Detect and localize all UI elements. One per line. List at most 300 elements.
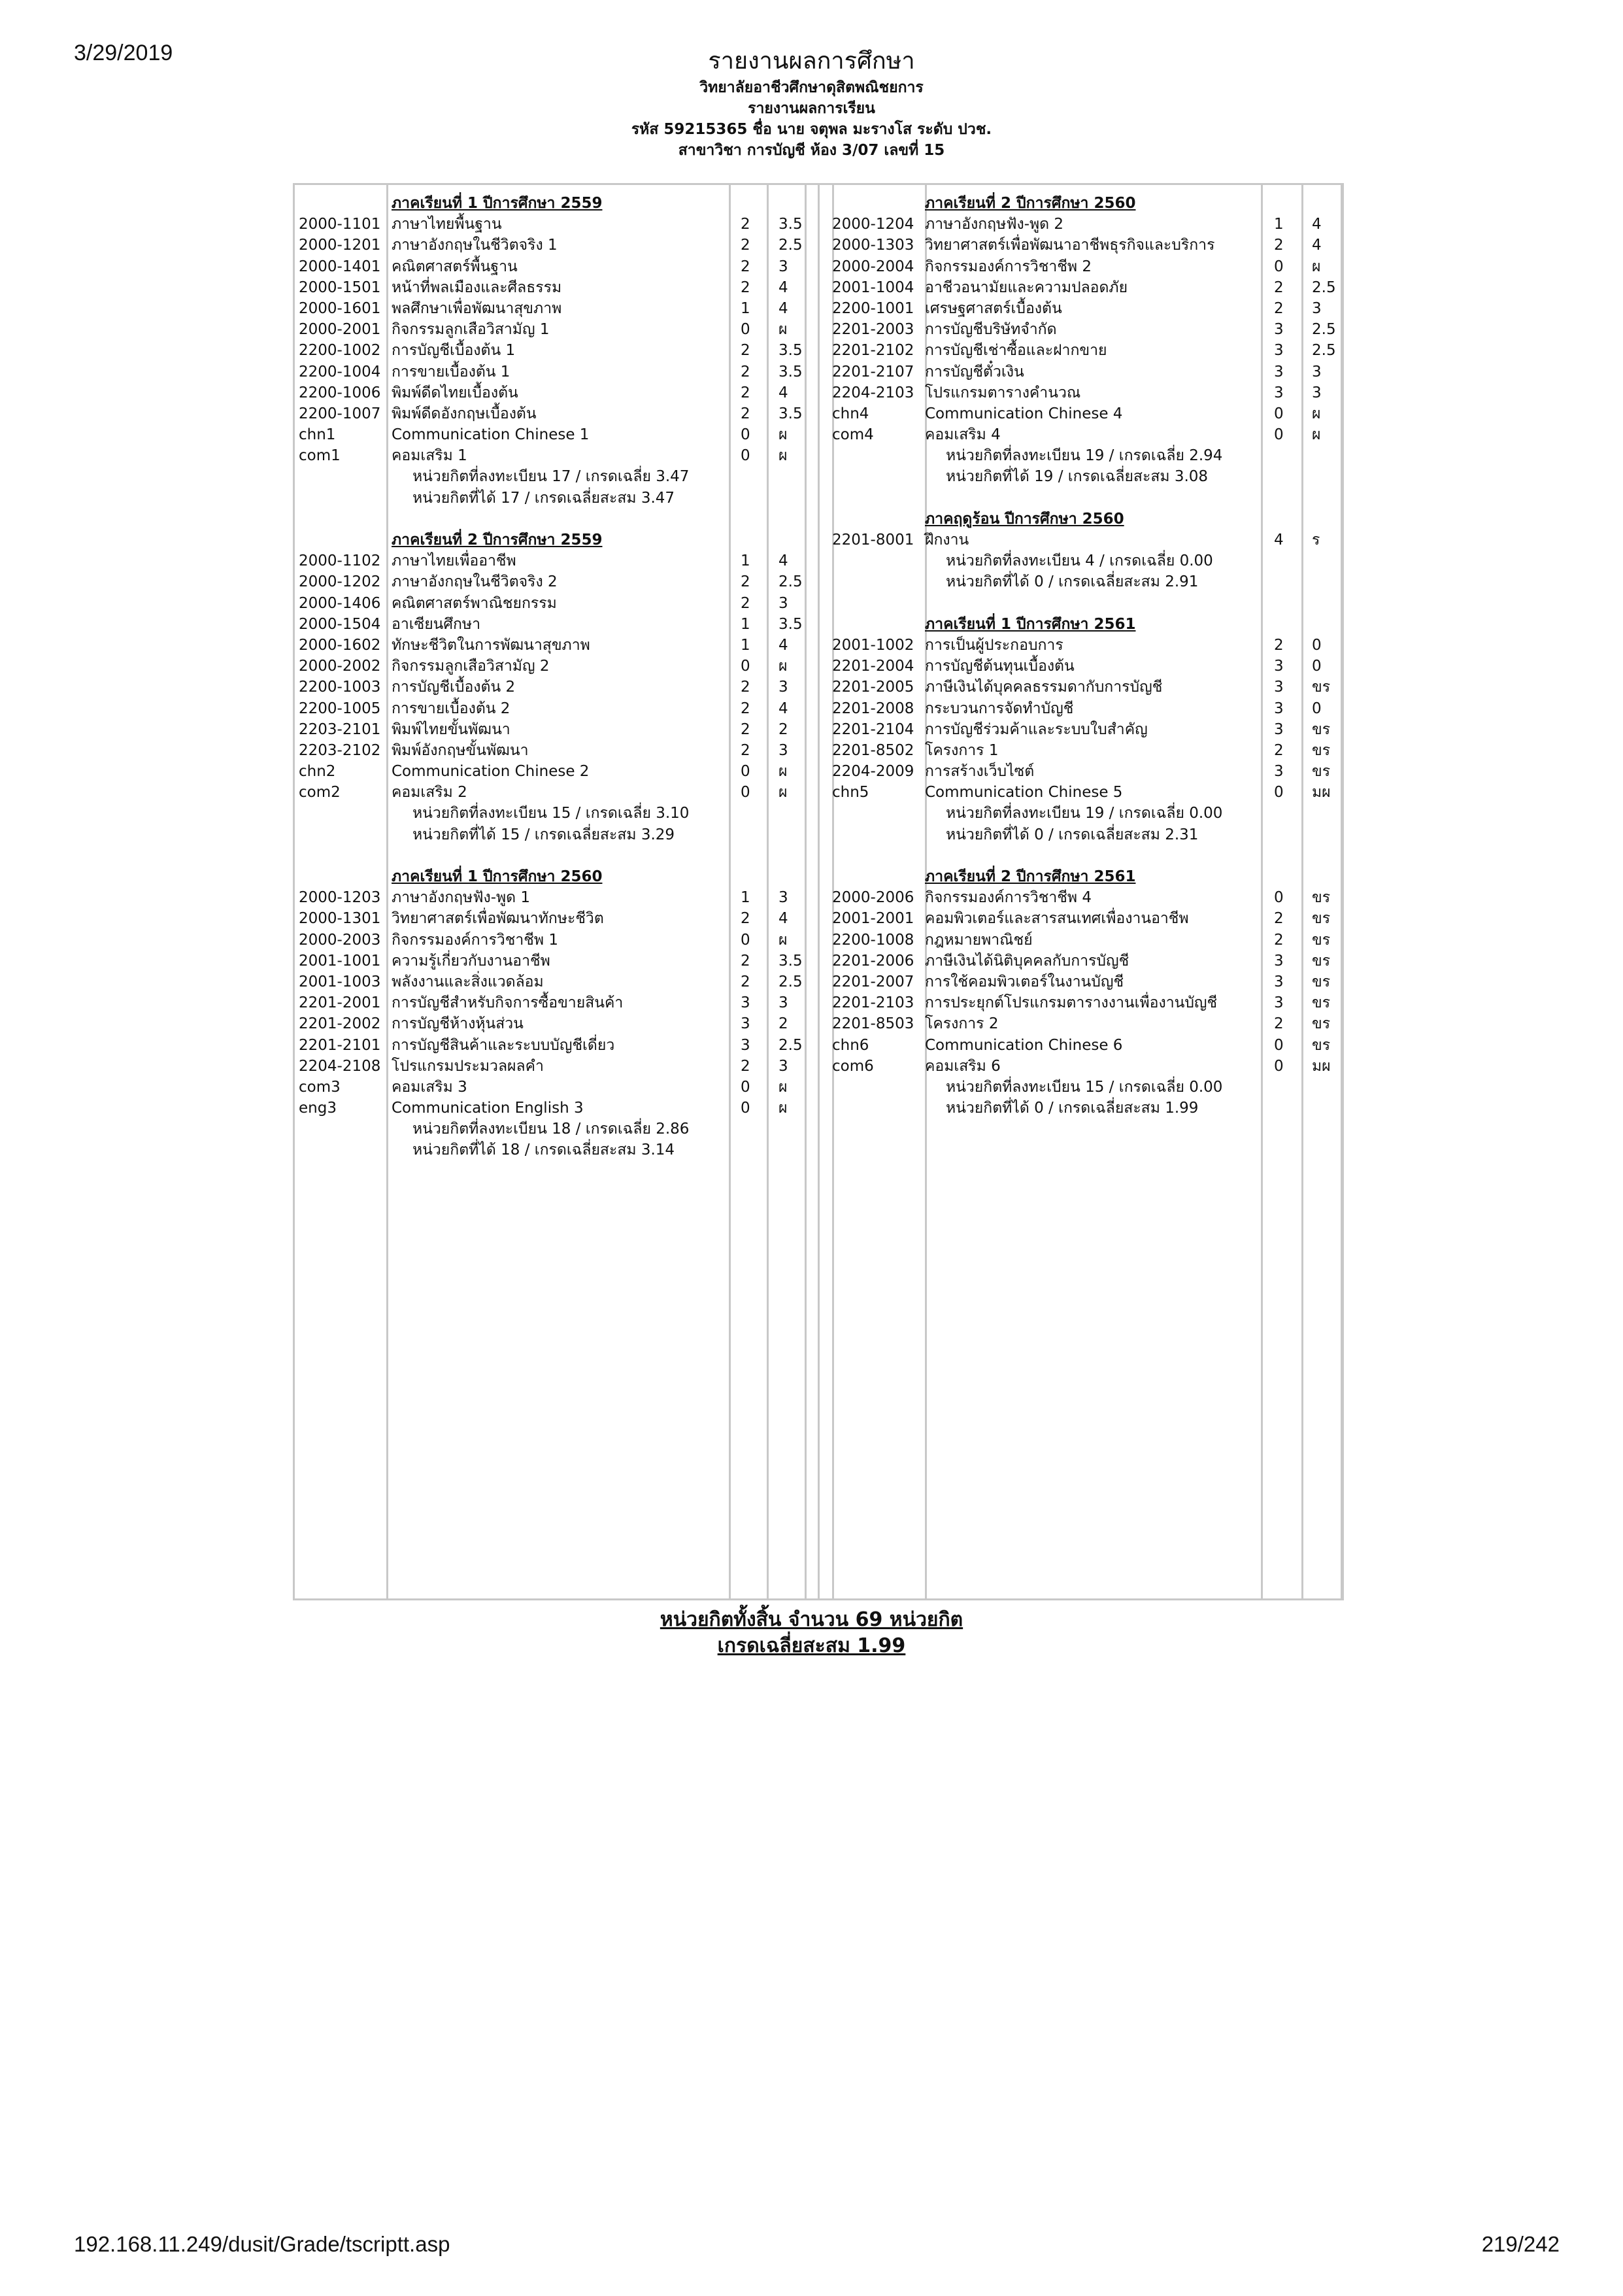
course-code: 2001-1003 bbox=[299, 973, 381, 990]
course-row bbox=[295, 256, 818, 277]
course-row bbox=[295, 1098, 818, 1119]
semester-summary-row bbox=[828, 803, 1345, 824]
course-name: กิจกรรมลูกเสือวิสามัญ 1 bbox=[392, 321, 550, 339]
course-grade: 4 bbox=[778, 552, 788, 570]
course-name: กิจกรรมองค์การวิชาชีพ 4 bbox=[925, 889, 1092, 907]
course-credit: 3 bbox=[741, 994, 750, 1012]
course-name: โครงการ 2 bbox=[925, 1015, 999, 1033]
course-name: คณิตศาสตร์พาณิชยกรรม bbox=[392, 594, 557, 612]
semester-title: ภาคฤดูร้อน ปีการศึกษา 2560 bbox=[925, 510, 1124, 528]
course-name: การบัญชีต้นทุนเบื้องต้น bbox=[925, 658, 1075, 675]
course-row bbox=[295, 887, 818, 908]
course-credit: 2 bbox=[741, 216, 750, 233]
course-name: คณิตศาสตร์พื้นฐาน bbox=[392, 258, 518, 275]
course-grade: 2.5 bbox=[778, 573, 803, 591]
course-grade: 3.5 bbox=[778, 405, 803, 422]
course-name: ภาษาอังกฤษในชีวิตจริง 2 bbox=[392, 573, 558, 591]
course-credit: 2 bbox=[741, 720, 750, 738]
course-grade: 3 bbox=[1312, 363, 1322, 380]
course-credit: 2 bbox=[1274, 931, 1284, 949]
course-grade: 2.5 bbox=[778, 1036, 803, 1054]
course-code: 2201-2101 bbox=[299, 1036, 381, 1054]
course-grade: ขร bbox=[1312, 994, 1331, 1012]
course-grade: ขร bbox=[1312, 973, 1331, 990]
semester-title: ภาคเรียนที่ 1 ปีการศึกษา 2560 bbox=[392, 868, 603, 885]
semester-summary: หน่วยกิตที่ได้ 15 / เกรดเฉลี่ยสะสม 3.29 bbox=[412, 826, 675, 843]
course-code: 2000-2004 bbox=[832, 258, 914, 275]
course-code: 2000-1101 bbox=[299, 216, 381, 233]
course-name: การบัญชีสินค้าและระบบบัญชีเดี่ยว bbox=[392, 1036, 615, 1054]
semester-summary: หน่วยกิตที่ลงทะเบียน 17 / เกรดเฉลี่ย 3.47 bbox=[412, 468, 690, 486]
course-name: การบัญชีเบื้องต้น 1 bbox=[392, 342, 516, 360]
course-code: 2201-2104 bbox=[832, 720, 914, 738]
course-grade: ขร bbox=[1312, 741, 1331, 759]
course-code: 2204-2009 bbox=[832, 763, 914, 781]
course-name: ฝึกงาน bbox=[925, 532, 969, 549]
course-grade: ผ bbox=[778, 931, 788, 949]
semester-summary-row bbox=[295, 1140, 818, 1160]
course-code: 2204-2108 bbox=[299, 1057, 381, 1075]
course-grade: ผ bbox=[778, 321, 788, 339]
course-row bbox=[828, 992, 1345, 1013]
course-credit: 1 bbox=[741, 299, 750, 317]
semester-summary: หน่วยกิตที่ลงทะเบียน 18 / เกรดเฉลี่ย 2.86 bbox=[412, 1121, 690, 1138]
course-credit: 3 bbox=[1274, 700, 1284, 717]
course-grade: ขร bbox=[1312, 1015, 1331, 1033]
course-grade: 3 bbox=[1312, 384, 1322, 401]
course-name: พลังงานและสิ่งแวดล้อม bbox=[392, 973, 544, 990]
course-name: Communication Chinese 4 bbox=[925, 405, 1123, 422]
course-code: com6 bbox=[832, 1057, 874, 1075]
semester-summary-row bbox=[295, 488, 818, 509]
semester-title-row bbox=[295, 866, 818, 887]
course-credit: 2 bbox=[741, 573, 750, 591]
course-code: 2201-2001 bbox=[299, 994, 381, 1012]
course-row bbox=[828, 719, 1345, 740]
cumulative-gpa: เกรดเฉลี่ยสะสม 1.99 bbox=[717, 1634, 906, 1657]
course-row bbox=[295, 571, 818, 592]
course-grade: ขร bbox=[1312, 763, 1331, 781]
course-row bbox=[828, 677, 1345, 698]
course-code: 2000-1602 bbox=[299, 636, 381, 654]
course-credit: 3 bbox=[1274, 952, 1284, 970]
course-row bbox=[828, 319, 1345, 340]
course-grade: ผ bbox=[778, 447, 788, 465]
course-grade: 3 bbox=[1312, 299, 1322, 317]
semester-title-row bbox=[828, 614, 1345, 635]
course-grade: 3 bbox=[778, 258, 788, 275]
course-row bbox=[295, 214, 818, 235]
course-code: 2001-2001 bbox=[832, 910, 914, 928]
course-code: 2000-1401 bbox=[299, 258, 381, 275]
course-row bbox=[828, 656, 1345, 677]
course-grade: มผ bbox=[1312, 784, 1331, 802]
course-row bbox=[295, 719, 818, 740]
course-row bbox=[295, 992, 818, 1013]
course-row bbox=[828, 971, 1345, 992]
course-grade: ผ bbox=[778, 784, 788, 802]
course-row bbox=[295, 593, 818, 614]
course-name: การเป็นผู้ประกอบการ bbox=[925, 636, 1063, 654]
course-row bbox=[295, 424, 818, 445]
course-name: การบัญชีเช่าซื้อและฝากขาย bbox=[925, 342, 1107, 360]
course-name: การบัญชีเบื้องต้น 2 bbox=[392, 679, 516, 696]
course-credit: 3 bbox=[1274, 363, 1284, 380]
course-row bbox=[295, 340, 818, 361]
course-name: ภาษาไทยเพื่ออาชีพ bbox=[392, 552, 516, 570]
course-row bbox=[295, 319, 818, 340]
course-name: Communication Chinese 1 bbox=[392, 426, 590, 444]
course-row bbox=[295, 782, 818, 803]
course-credit: 2 bbox=[741, 594, 750, 612]
course-name: เศรษฐศาสตร์เบื้องต้น bbox=[925, 299, 1062, 317]
course-credit: 2 bbox=[741, 258, 750, 275]
semester-summary-row bbox=[828, 445, 1345, 466]
course-name: ทักษะชีวิตในการพัฒนาสุขภาพ bbox=[392, 636, 590, 654]
course-row bbox=[828, 951, 1345, 971]
course-code: 2203-2102 bbox=[299, 741, 381, 759]
course-code: 2001-1004 bbox=[832, 279, 914, 296]
course-credit: 0 bbox=[1274, 784, 1284, 802]
student-info: รหัส 59215365 ชื่อ นาย จตุพล มะรางโส ระดับ ปวช. bbox=[631, 121, 992, 138]
course-credit: 0 bbox=[741, 426, 750, 444]
course-credit: 2 bbox=[741, 1057, 750, 1075]
course-name: การบัญชีบริษัทจำกัด bbox=[925, 321, 1057, 339]
course-name: การขายเบื้องต้น 2 bbox=[392, 700, 510, 717]
semester-summary-row bbox=[295, 803, 818, 824]
course-code: 2200-1006 bbox=[299, 384, 381, 401]
course-name: การประยุกต์โปรแกรมตารางงานเพื่องานบัญชี bbox=[925, 994, 1218, 1012]
course-name: ภาษาอังกฤษฟัง-พูด 1 bbox=[392, 889, 531, 907]
course-name: กิจกรรมองค์การวิชาชีพ 1 bbox=[392, 931, 558, 949]
course-name: ภาษาไทยพื้นฐาน bbox=[392, 216, 502, 233]
semester-title-row bbox=[828, 866, 1345, 887]
course-row bbox=[828, 256, 1345, 277]
course-grade: 2.5 bbox=[778, 973, 803, 990]
course-code: 2200-1005 bbox=[299, 700, 381, 717]
course-credit: 4 bbox=[1274, 532, 1284, 549]
course-row bbox=[295, 1056, 818, 1077]
course-name: พลศึกษาเพื่อพัฒนาสุขภาพ bbox=[392, 299, 562, 317]
course-credit: 3 bbox=[1274, 342, 1284, 360]
course-grade: 2.5 bbox=[1312, 342, 1336, 360]
course-row bbox=[295, 403, 818, 424]
course-name: ภาษีเงินได้บุคคลธรรมดากับการบัญชี bbox=[925, 679, 1163, 696]
course-grade: 2.5 bbox=[1312, 321, 1336, 339]
course-grade: 4 bbox=[1312, 237, 1322, 254]
course-row bbox=[295, 362, 818, 382]
course-name: คอมพิวเตอร์และสารสนเทศเพื่องานอาชีพ bbox=[925, 910, 1189, 928]
course-code: 2001-1001 bbox=[299, 952, 381, 970]
course-row bbox=[828, 235, 1345, 256]
course-code: 2201-2006 bbox=[832, 952, 914, 970]
course-grade: 3.5 bbox=[778, 363, 803, 380]
course-name: Communication Chinese 6 bbox=[925, 1036, 1123, 1054]
course-credit: 2 bbox=[1274, 741, 1284, 759]
course-grade: 3 bbox=[778, 889, 788, 907]
course-row bbox=[295, 1035, 818, 1056]
course-code: com4 bbox=[832, 426, 874, 444]
course-credit: 0 bbox=[741, 763, 750, 781]
semester-summary-row bbox=[828, 824, 1345, 845]
course-name: การบัญชีตั๋วเงิน bbox=[925, 363, 1024, 380]
course-row bbox=[828, 635, 1345, 656]
semester-summary: หน่วยกิตที่ลงทะเบียน 4 / เกรดเฉลี่ย 0.00 bbox=[946, 552, 1213, 570]
course-credit: 0 bbox=[741, 447, 750, 465]
course-row bbox=[828, 930, 1345, 951]
semester-title: ภาคเรียนที่ 2 ปีการศึกษา 2559 bbox=[392, 532, 603, 549]
course-grade: 0 bbox=[1312, 658, 1322, 675]
course-name: ภาษาอังกฤษฟัง-พูด 2 bbox=[925, 216, 1064, 233]
course-name: กระบวนการจัดทำบัญชี bbox=[925, 700, 1074, 717]
course-row bbox=[295, 550, 818, 571]
course-grade: ร bbox=[1312, 532, 1320, 549]
course-name: พิมพ์ดีดอังกฤษเบื้องต้น bbox=[392, 405, 537, 422]
spacer-row bbox=[828, 488, 1345, 509]
course-row bbox=[295, 656, 818, 677]
course-name: คอมเสริม 1 bbox=[392, 447, 467, 465]
course-grade: 4 bbox=[778, 299, 788, 317]
course-credit: 3 bbox=[1274, 384, 1284, 401]
course-name: คอมเสริม 6 bbox=[925, 1057, 1001, 1075]
course-credit: 2 bbox=[1274, 910, 1284, 928]
course-name: อาเซียนศึกษา bbox=[392, 615, 481, 633]
course-name: ความรู้เกี่ยวกับงานอาชีพ bbox=[392, 952, 550, 970]
class-info: สาขาวิชา การบัญชี ห้อง 3/07 เลขที่ 15 bbox=[678, 142, 945, 159]
course-credit: 3 bbox=[741, 1015, 750, 1033]
course-code: 2201-2102 bbox=[832, 342, 914, 360]
course-name: ภาษาอังกฤษในชีวิตจริง 1 bbox=[392, 237, 558, 254]
course-row bbox=[295, 635, 818, 656]
course-grade: มผ bbox=[1312, 1057, 1331, 1075]
course-row bbox=[295, 908, 818, 929]
course-code: 2201-2003 bbox=[832, 321, 914, 339]
course-credit: 2 bbox=[741, 342, 750, 360]
browser-date: 3/29/2019 bbox=[74, 41, 173, 65]
course-grade: ขร bbox=[1312, 1036, 1331, 1054]
course-grade: ขร bbox=[1312, 910, 1331, 928]
course-credit: 1 bbox=[741, 636, 750, 654]
course-credit: 1 bbox=[741, 552, 750, 570]
course-name: พิมพ์ดีดไทยเบื้องต้น bbox=[392, 384, 518, 401]
course-credit: 3 bbox=[1274, 973, 1284, 990]
semester-summary: หน่วยกิตที่ได้ 17 / เกรดเฉลี่ยสะสม 3.47 bbox=[412, 489, 675, 507]
semester-summary-row bbox=[828, 550, 1345, 571]
spacer-row bbox=[295, 845, 818, 866]
course-name: พิมพ์ไทยขั้นพัฒนา bbox=[392, 720, 510, 738]
course-grade: 3 bbox=[778, 741, 788, 759]
course-name: การใช้คอมพิวเตอร์ในงานบัญชี bbox=[925, 973, 1124, 990]
semester-summary-row bbox=[828, 466, 1345, 487]
course-grade: ผ bbox=[778, 763, 788, 781]
course-credit: 2 bbox=[1274, 1015, 1284, 1033]
course-row bbox=[295, 761, 818, 782]
course-name: การบัญชีห้างหุ้นส่วน bbox=[392, 1015, 524, 1033]
course-credit: 2 bbox=[741, 973, 750, 990]
course-credit: 2 bbox=[741, 405, 750, 422]
course-credit: 0 bbox=[1274, 1036, 1284, 1054]
course-credit: 0 bbox=[1274, 405, 1284, 422]
course-grade: 2 bbox=[778, 720, 788, 738]
course-grade: 4 bbox=[1312, 216, 1322, 233]
course-code: 2000-1303 bbox=[832, 237, 914, 254]
course-credit: 1 bbox=[741, 615, 750, 633]
course-row bbox=[828, 1013, 1345, 1034]
course-code: 2201-2005 bbox=[832, 679, 914, 696]
course-credit: 2 bbox=[1274, 636, 1284, 654]
course-code: 2000-1202 bbox=[299, 573, 381, 591]
semester-summary: หน่วยกิตที่ได้ 0 / เกรดเฉลี่ยสะสม 1.99 bbox=[946, 1100, 1199, 1117]
course-row bbox=[295, 971, 818, 992]
semester-title: ภาคเรียนที่ 2 ปีการศึกษา 2560 bbox=[925, 195, 1136, 212]
semester-title-row bbox=[295, 530, 818, 550]
course-row bbox=[828, 382, 1345, 403]
course-credit: 0 bbox=[741, 784, 750, 802]
semester-summary-row bbox=[828, 1077, 1345, 1098]
course-code: 2201-8502 bbox=[832, 741, 914, 759]
course-code: 2000-2002 bbox=[299, 658, 381, 675]
course-row bbox=[828, 403, 1345, 424]
column-divider bbox=[818, 185, 820, 1598]
course-code: 2000-1406 bbox=[299, 594, 381, 612]
course-credit: 3 bbox=[1274, 763, 1284, 781]
course-code: 2201-2002 bbox=[299, 1015, 381, 1033]
course-credit: 3 bbox=[1274, 321, 1284, 339]
spacer-row bbox=[828, 845, 1345, 866]
course-grade: ขร bbox=[1312, 720, 1331, 738]
semester-title-row bbox=[828, 193, 1345, 214]
course-credit: 0 bbox=[741, 1078, 750, 1096]
course-name: โปรแกรมตารางคำนวณ bbox=[925, 384, 1081, 401]
course-name: กิจกรรมลูกเสือวิสามัญ 2 bbox=[392, 658, 550, 675]
course-row bbox=[828, 530, 1345, 550]
course-code: 2000-1504 bbox=[299, 615, 381, 633]
semester-summary: หน่วยกิตที่ได้ 0 / เกรดเฉลี่ยสะสม 2.31 bbox=[946, 826, 1199, 843]
course-row bbox=[828, 887, 1345, 908]
course-grade: 3 bbox=[778, 594, 788, 612]
course-row bbox=[828, 298, 1345, 319]
course-code: 2200-1004 bbox=[299, 363, 381, 380]
course-grade: 2.5 bbox=[778, 237, 803, 254]
course-code: eng3 bbox=[299, 1100, 337, 1117]
course-grade: 0 bbox=[1312, 636, 1322, 654]
course-name: กฎหมายพาณิชย์ bbox=[925, 931, 1033, 949]
course-code: 2000-1201 bbox=[299, 237, 381, 254]
course-code: chn5 bbox=[832, 784, 869, 802]
course-credit: 3 bbox=[1274, 720, 1284, 738]
footer-url: 192.168.11.249/dusit/Grade/tscriptt.asp bbox=[74, 2232, 450, 2256]
course-grade: 4 bbox=[778, 384, 788, 401]
course-code: 2201-2007 bbox=[832, 973, 914, 990]
course-row bbox=[295, 445, 818, 466]
semester-summary: หน่วยกิตที่ลงทะเบียน 19 / เกรดเฉลี่ย 2.94 bbox=[946, 447, 1223, 465]
course-row bbox=[828, 340, 1345, 361]
course-code: 2200-1008 bbox=[832, 931, 914, 949]
course-code: com3 bbox=[299, 1078, 341, 1096]
course-grade: ผ bbox=[778, 1100, 788, 1117]
semester-summary-row bbox=[295, 824, 818, 845]
course-credit: 0 bbox=[741, 1100, 750, 1117]
course-code: 2000-1301 bbox=[299, 910, 381, 928]
semester-summary: หน่วยกิตที่ได้ 18 / เกรดเฉลี่ยสะสม 3.14 bbox=[412, 1141, 675, 1159]
course-row bbox=[295, 740, 818, 761]
semester-summary-row bbox=[828, 571, 1345, 592]
semester-summary: หน่วยกิตที่ได้ 0 / เกรดเฉลี่ยสะสม 2.91 bbox=[946, 573, 1199, 591]
course-grade: 4 bbox=[778, 279, 788, 296]
course-name: ภาษีเงินได้นิติบุคคลกับการบัญชี bbox=[925, 952, 1129, 970]
course-row bbox=[828, 214, 1345, 235]
course-row bbox=[295, 677, 818, 698]
course-code: chn6 bbox=[832, 1036, 869, 1054]
course-name: พิมพ์อังกฤษขั้นพัฒนา bbox=[392, 741, 529, 759]
transcript-table bbox=[293, 183, 1344, 1600]
course-code: 2000-1204 bbox=[832, 216, 914, 233]
course-row bbox=[295, 277, 818, 298]
course-code: chn1 bbox=[299, 426, 336, 444]
course-credit: 2 bbox=[1274, 237, 1284, 254]
course-code: 2000-1601 bbox=[299, 299, 381, 317]
course-name: วิทยาศาสตร์เพื่อพัฒนาอาชีพธุรกิจและบริการ bbox=[925, 237, 1215, 254]
course-grade: 3 bbox=[778, 1057, 788, 1075]
course-credit: 0 bbox=[741, 321, 750, 339]
report-header bbox=[0, 77, 1623, 161]
course-row bbox=[828, 782, 1345, 803]
course-credit: 2 bbox=[1274, 299, 1284, 317]
course-code: 2201-2004 bbox=[832, 658, 914, 675]
course-code: 2200-1002 bbox=[299, 342, 381, 360]
course-name: Communication English 3 bbox=[392, 1100, 584, 1117]
course-row bbox=[295, 698, 818, 719]
course-row bbox=[295, 951, 818, 971]
course-grade: 3 bbox=[778, 679, 788, 696]
semester-title: ภาคเรียนที่ 2 ปีการศึกษา 2561 bbox=[925, 868, 1136, 885]
course-name: คอมเสริม 3 bbox=[392, 1078, 467, 1096]
course-name: การขายเบื้องต้น 1 bbox=[392, 363, 510, 380]
report-name: รายงานผลการเรียน bbox=[748, 100, 875, 117]
course-code: 2200-1003 bbox=[299, 679, 381, 696]
course-code: com2 bbox=[299, 784, 341, 802]
course-name: หน้าที่พลเมืองและศีลธรรม bbox=[392, 279, 562, 296]
course-code: 2204-2103 bbox=[832, 384, 914, 401]
semester-summary-row bbox=[295, 466, 818, 487]
course-row bbox=[828, 424, 1345, 445]
course-row bbox=[828, 277, 1345, 298]
course-code: 2000-2006 bbox=[832, 889, 914, 907]
course-name: Communication Chinese 2 bbox=[392, 763, 590, 781]
course-code: 2201-8001 bbox=[832, 532, 914, 549]
course-name: การบัญชีสำหรับกิจการซื้อขายสินค้า bbox=[392, 994, 624, 1012]
course-row bbox=[295, 382, 818, 403]
course-name: คอมเสริม 4 bbox=[925, 426, 1001, 444]
course-grade: ผ bbox=[1312, 426, 1321, 444]
college-name: วิทยาลัยอาชีวศึกษาดุสิตพณิชยการ bbox=[699, 79, 924, 96]
course-credit: 2 bbox=[741, 363, 750, 380]
course-credit: 0 bbox=[1274, 1057, 1284, 1075]
course-code: 2201-2103 bbox=[832, 994, 914, 1012]
course-name: โครงการ 1 bbox=[925, 741, 999, 759]
course-row bbox=[295, 614, 818, 635]
semester-summary-row bbox=[828, 1098, 1345, 1119]
course-grade: 2 bbox=[778, 1015, 788, 1033]
course-name: Communication Chinese 5 bbox=[925, 784, 1123, 802]
course-grade: 3.5 bbox=[778, 952, 803, 970]
course-credit: 2 bbox=[1274, 279, 1284, 296]
course-grade: 3 bbox=[778, 994, 788, 1012]
course-credit: 3 bbox=[1274, 658, 1284, 675]
course-name: การสร้างเว็บไซต์ bbox=[925, 763, 1035, 781]
course-code: 2000-1102 bbox=[299, 552, 381, 570]
course-code: 2000-2001 bbox=[299, 321, 381, 339]
